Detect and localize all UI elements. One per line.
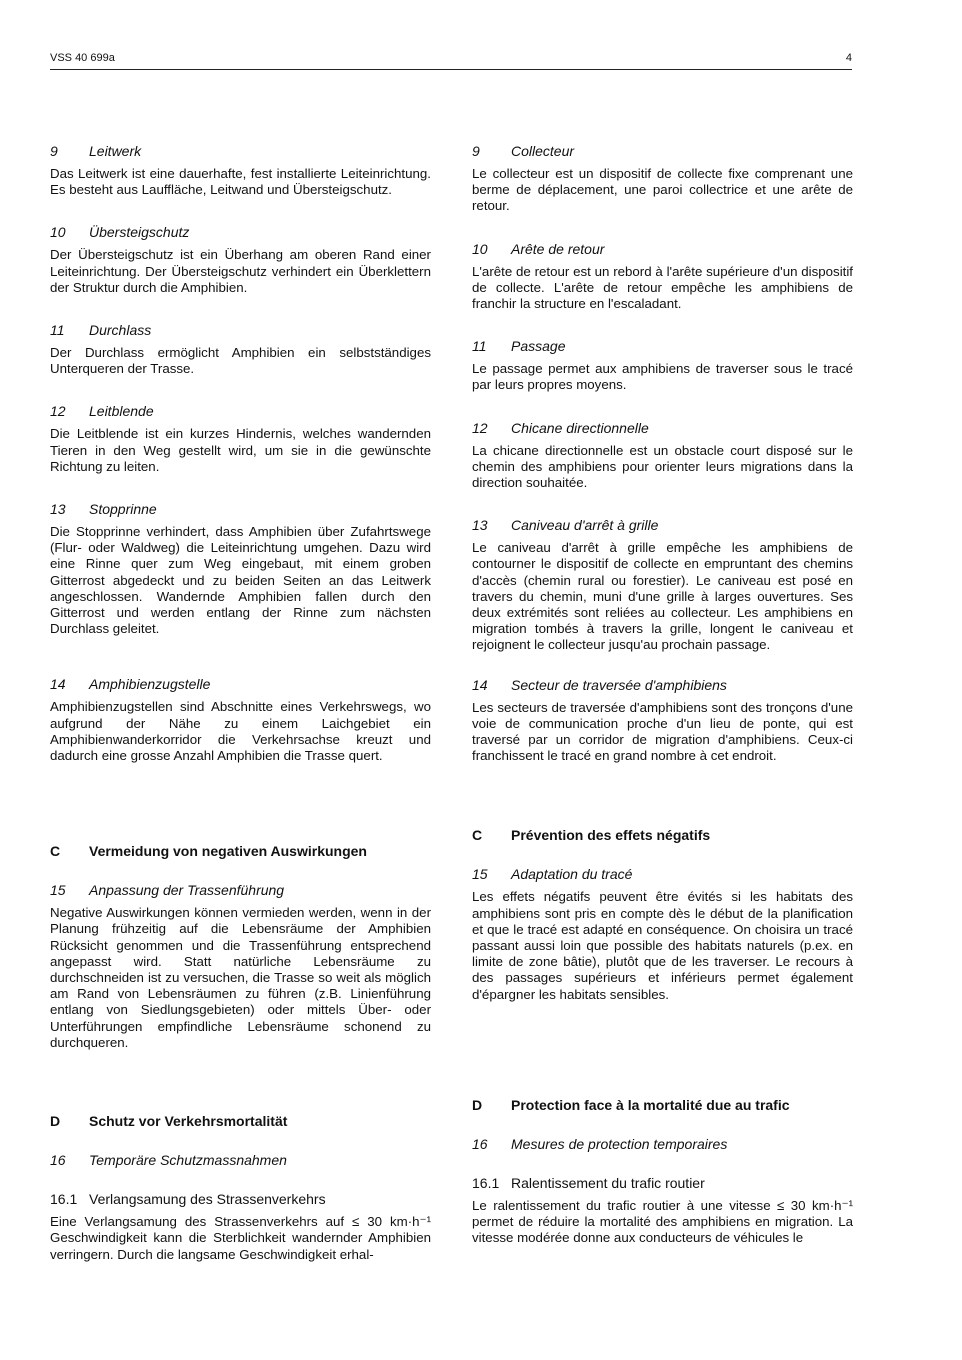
term-heading: 14 Amphibienzugstelle (50, 676, 211, 693)
subsection-heading: 16.1 Verlangsamung des Strassenverkehrs (50, 1191, 326, 1208)
term-definition: Les secteurs de traversée d'amphibiens sont des tronçons d'une voie de communication proche d'un lieu de ponte, qui est traversé par un corridor de migration d'amphibiens. Ceux-ci franchissent le tracé en grand nombre à cet endroit. (472, 699, 853, 764)
term-definition: Negative Auswirkungen können vermieden werden, wenn in der Planung frühzeitig auf die Lebensräume der Amphibien Rücksicht genommen und die Trassenführung entsprechend angepasst wird. Statt natürliche Lebensräume zu durchschneiden ist zu versuchen, die Trasse so weit als möglich am Rand von Lebensräumen zu führen (z.B. Linienführung entlang von Siedlungsgebieten) oder mittels Über- oder Unterführungen empfindliche Lebensräume schonend zu durchqueren. (50, 905, 431, 1050)
term-heading: 13 Stopprinne (50, 501, 157, 518)
german-column (50, 143, 431, 1289)
section-heading-d: D Protection face à la mortalité due au trafic (472, 1096, 790, 1113)
subsection-heading: 16.1 Ralentissement du trafic routier (472, 1174, 705, 1191)
term-definition: Le caniveau d'arrêt à grille empêche les amphibiens de contourner le dispositif de collecte en empruntant des chemins d'accès (chemin rural ou forestier). Le caniveau est posé en travers du chemin, muni d'une grille à larges ouvertures. Ses deux extrémités sont reliées au collecteur. Les amphibiens en migration tombés à travers la grille, longent le caniveau et rejoignent le collecteur jusqu'au prochain passage. (472, 540, 853, 653)
term-heading: 15 Adaptation du tracé (472, 866, 633, 883)
term-heading: 9 Leitwerk (50, 143, 142, 159)
term-heading: 16 Temporäre Schutzmassnahmen (50, 1152, 287, 1169)
term-definition: Le ralentissement du trafic routier à une vitesse ≤ 30 km·h⁻¹ permet de réduire la mortalité des amphibiens en migration. La vitesse modérée donne aux conducteurs de véhicules le (472, 1197, 853, 1246)
term-definition: Der Übersteigschutz ist ein Überhang am oberen Rand einer Leiteinrichtung. Der Übersteigschutz verhindert ein Überklettern der Struktur durch die Amphibien. (50, 247, 431, 295)
section-heading-d: D Schutz vor Verkehrsmortalität (50, 1113, 288, 1130)
page-header (50, 50, 852, 70)
term-definition: Eine Verlangsamung des Strassenverkehrs auf ≤ 30 km·h⁻¹ Geschwindigkeit kann die Sterblichkeit wandernder Amphibien verringern. Durch die langsame Geschwindigkeit erhal- (50, 1214, 431, 1262)
term-definition: L'arête de retour est un rebord à l'arête supérieure d'un dispositif de collecte. L'arête de retour empêche les amphibiens de franchir la structure en l'escaladant. (472, 263, 853, 312)
term-heading: 12 Chicane directionnelle (472, 419, 649, 436)
term-heading: 13 Caniveau d'arrêt à grille (472, 517, 659, 534)
section-heading-c: C Vermeidung von negativen Auswirkungen (50, 843, 367, 860)
term-definition: Die Leitblende ist ein kurzes Hindernis, welches wandernden Tieren in den Weg gestellt wird, um sie in die gewünschte Richtung zu leiten. (50, 426, 431, 474)
term-heading: 16 Mesures de protection temporaires (472, 1135, 728, 1152)
term-heading: 14 Secteur de traversée d'amphibiens (472, 676, 727, 693)
term-definition: Der Durchlass ermöglicht Amphibien ein selbstständiges Unterqueren der Trasse. (50, 345, 431, 377)
term-heading: 10 Übersteigschutz (50, 224, 190, 241)
term-definition: Le passage permet aux amphibiens de traverser sous le tracé par leurs propres moyens. (472, 361, 853, 393)
term-heading: 11 Durchlass (50, 322, 152, 339)
section-heading-c: C Prévention des effets négatifs (472, 827, 711, 844)
term-definition: La chicane directionnelle est un obstacle court disposé sur le chemin des amphibiens pour orienter leurs migrations dans la direction souhaitée. (472, 442, 853, 491)
term-definition: Das Leitwerk ist eine dauerhafte, fest installierte Leiteinrichtung. Es besteht aus Lauffläche, Leitwand und Übersteigschutz. (50, 166, 431, 198)
term-definition: Die Stopprinne verhindert, dass Amphibien über Zufahrtswege (Flur- oder Waldweg) die Leiteinrichtung umgehen. Dazu wird eine Rinne quer zum Weg eingebaut, mit einem groben Gitterrost abgedeckt und zu beiden Seiten an das Leitwerk angeschlossen. Wandernde Amphibien fallen durch den Gitterrost und werden entlang der Rinne zum nächsten Durchlass geleitet. (50, 524, 431, 637)
page-number: 4 (845, 52, 852, 64)
term-definition: Le collecteur est un dispositif de collecte fixe comprenant une berme de déplacement, une paroi collectrice et une arête de retour. (472, 166, 853, 214)
term-heading: 12 Leitblende (50, 403, 154, 420)
term-definition: Amphibienzugstellen sind Abschnitte eines Verkehrswegs, wo aufgrund der Nähe zu einem Laichgebiet ein Amphibienwanderkorridor die Verkehrsachse kreuzt und dadurch eine grosse Anzahl Amphibien die Trasse quert. (50, 699, 431, 764)
term-heading: 15 Anpassung der Trassenführung (50, 882, 285, 899)
term-heading: 9 Collecteur (472, 143, 575, 159)
term-heading: 10 Arête de retour (472, 240, 605, 257)
french-column (472, 143, 853, 1273)
document-id: VSS 40 699a (50, 52, 115, 64)
term-heading: 11 Passage (472, 338, 566, 355)
term-definition: Les effets négatifs peuvent être évités si les habitats des amphibiens sont pris en compte dès le début de la planification et que le tracé est adapté en conséquence. On choisira un tracé passant aussi loin que possible des habitats naturels (p.ex. en limite de zone bâtie), plutôt que de les traverser. Le recours à des passages supérieurs et inférieurs permet également d'épargner les habitats sensibles. (472, 889, 853, 1002)
